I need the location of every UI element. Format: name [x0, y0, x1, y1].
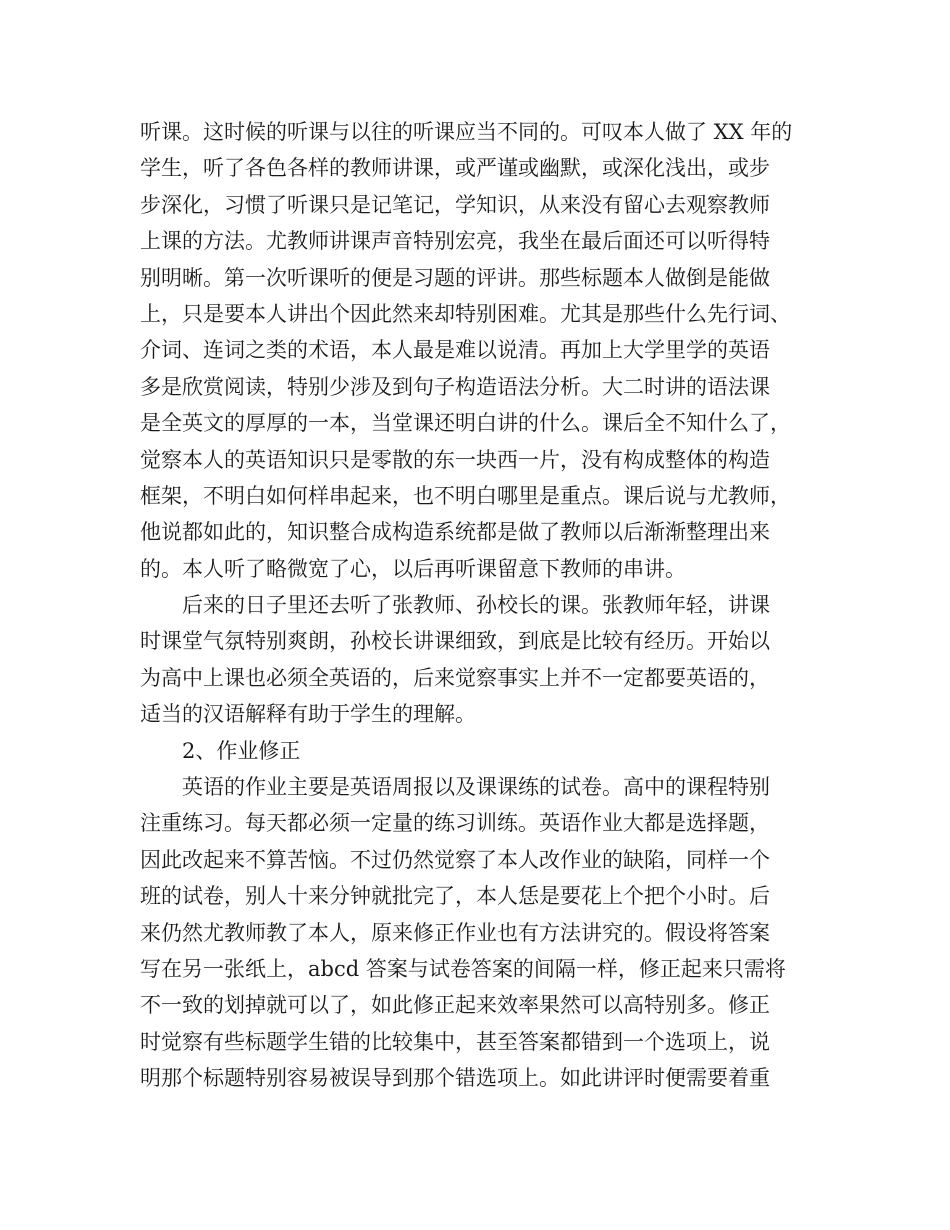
body-text [140, 114, 840, 1097]
text-line: 觉察本人的英语知识只是零散的东一块西一片，没有构成整体的构造 [140, 447, 770, 472]
text-line: 的。本人听了略微宽了心，以后再听课留意下教师的串讲。 [140, 556, 686, 581]
text-line: 他说都如此的，知识整合成构造系统都是做了教师以后渐渐整理出来 [140, 520, 770, 545]
text-line: 后来的日子里还去听了张教师、孙校长的课。张教师年轻，讲课 [182, 593, 770, 618]
text-line: 步深化，习惯了听课只是记笔记，学知识，从来没有留心去观察教师 [140, 192, 770, 217]
text-line: 写在另一张纸上，abcd 答案与试卷答案的间隔一样，修正起来只需将 [140, 956, 786, 981]
text-line: 上，只是要本人讲出个因此然来却特别困难。尤其是那些什么先行词、 [140, 301, 791, 326]
text-line: 不一致的划掉就可以了，如此修正起来效率果然可以高特别多。修正 [140, 993, 770, 1018]
text-line: 学生，听了各色各样的教师讲课，或严谨或幽默，或深化浅出，或步 [140, 156, 770, 181]
text-line: 别明晰。第一次听课听的便是习题的评讲。那些标题本人做倒是能做 [140, 265, 770, 290]
text-line: 2、作业修正 [182, 738, 301, 763]
text-line: 因此改起来不算苦恼。不过仍然觉察了本人改作业的缺陷，同样一个 [140, 847, 770, 872]
text-line: 时觉察有些标题学生错的比较集中，甚至答案都错到一个选项上，说 [140, 1029, 770, 1054]
text-line: 听课。这时候的听课与以往的听课应当不同的。可叹本人做了 XX 年的 [140, 120, 793, 144]
text-line: 是全英文的厚厚的一本，当堂课还明白讲的什么。课后全不知什么了， [140, 411, 791, 436]
text-line: 班的试卷，别人十来分钟就批完了，本人恁是要花上个把个小时。后 [140, 884, 770, 909]
text-line: 框架，不明白如何样串起来，也不明白哪里是重点。课后说与尤教师， [140, 483, 791, 508]
text-line: 时课堂气氛特别爽朗，孙校长讲课细致，到底是比较有经历。开始以 [140, 629, 770, 654]
text-line: 明那个标题特别容易被误导到那个错选项上。如此讲评时便需要着重 [140, 1066, 770, 1091]
text-line: 为高中上课也必须全英语的，后来觉察事实上并不一定都要英语的， [140, 665, 770, 690]
text-line: 英语的作业主要是英语周报以及课课练的试卷。高中的课程特别 [182, 775, 770, 800]
text-line: 多是欣赏阅读，特别少涉及到句子构造语法分析。大二时讲的语法课 [140, 374, 770, 399]
text-line: 介词、连词之类的术语，本人最是难以说清。再加上大学里学的英语 [140, 338, 770, 363]
text-line: 来仍然尤教师教了本人，原来修正作业也有方法讲究的。假设将答案 [140, 920, 770, 945]
text-line: 注重练习。每天都必须一定量的练习训练。英语作业大都是选择题， [140, 811, 770, 836]
text-line: 适当的汉语解释有助于学生的理解。 [140, 702, 476, 727]
text-line: 上课的方法。尤教师讲课声音特别宏亮，我坐在最后面还可以听得特 [140, 229, 770, 254]
